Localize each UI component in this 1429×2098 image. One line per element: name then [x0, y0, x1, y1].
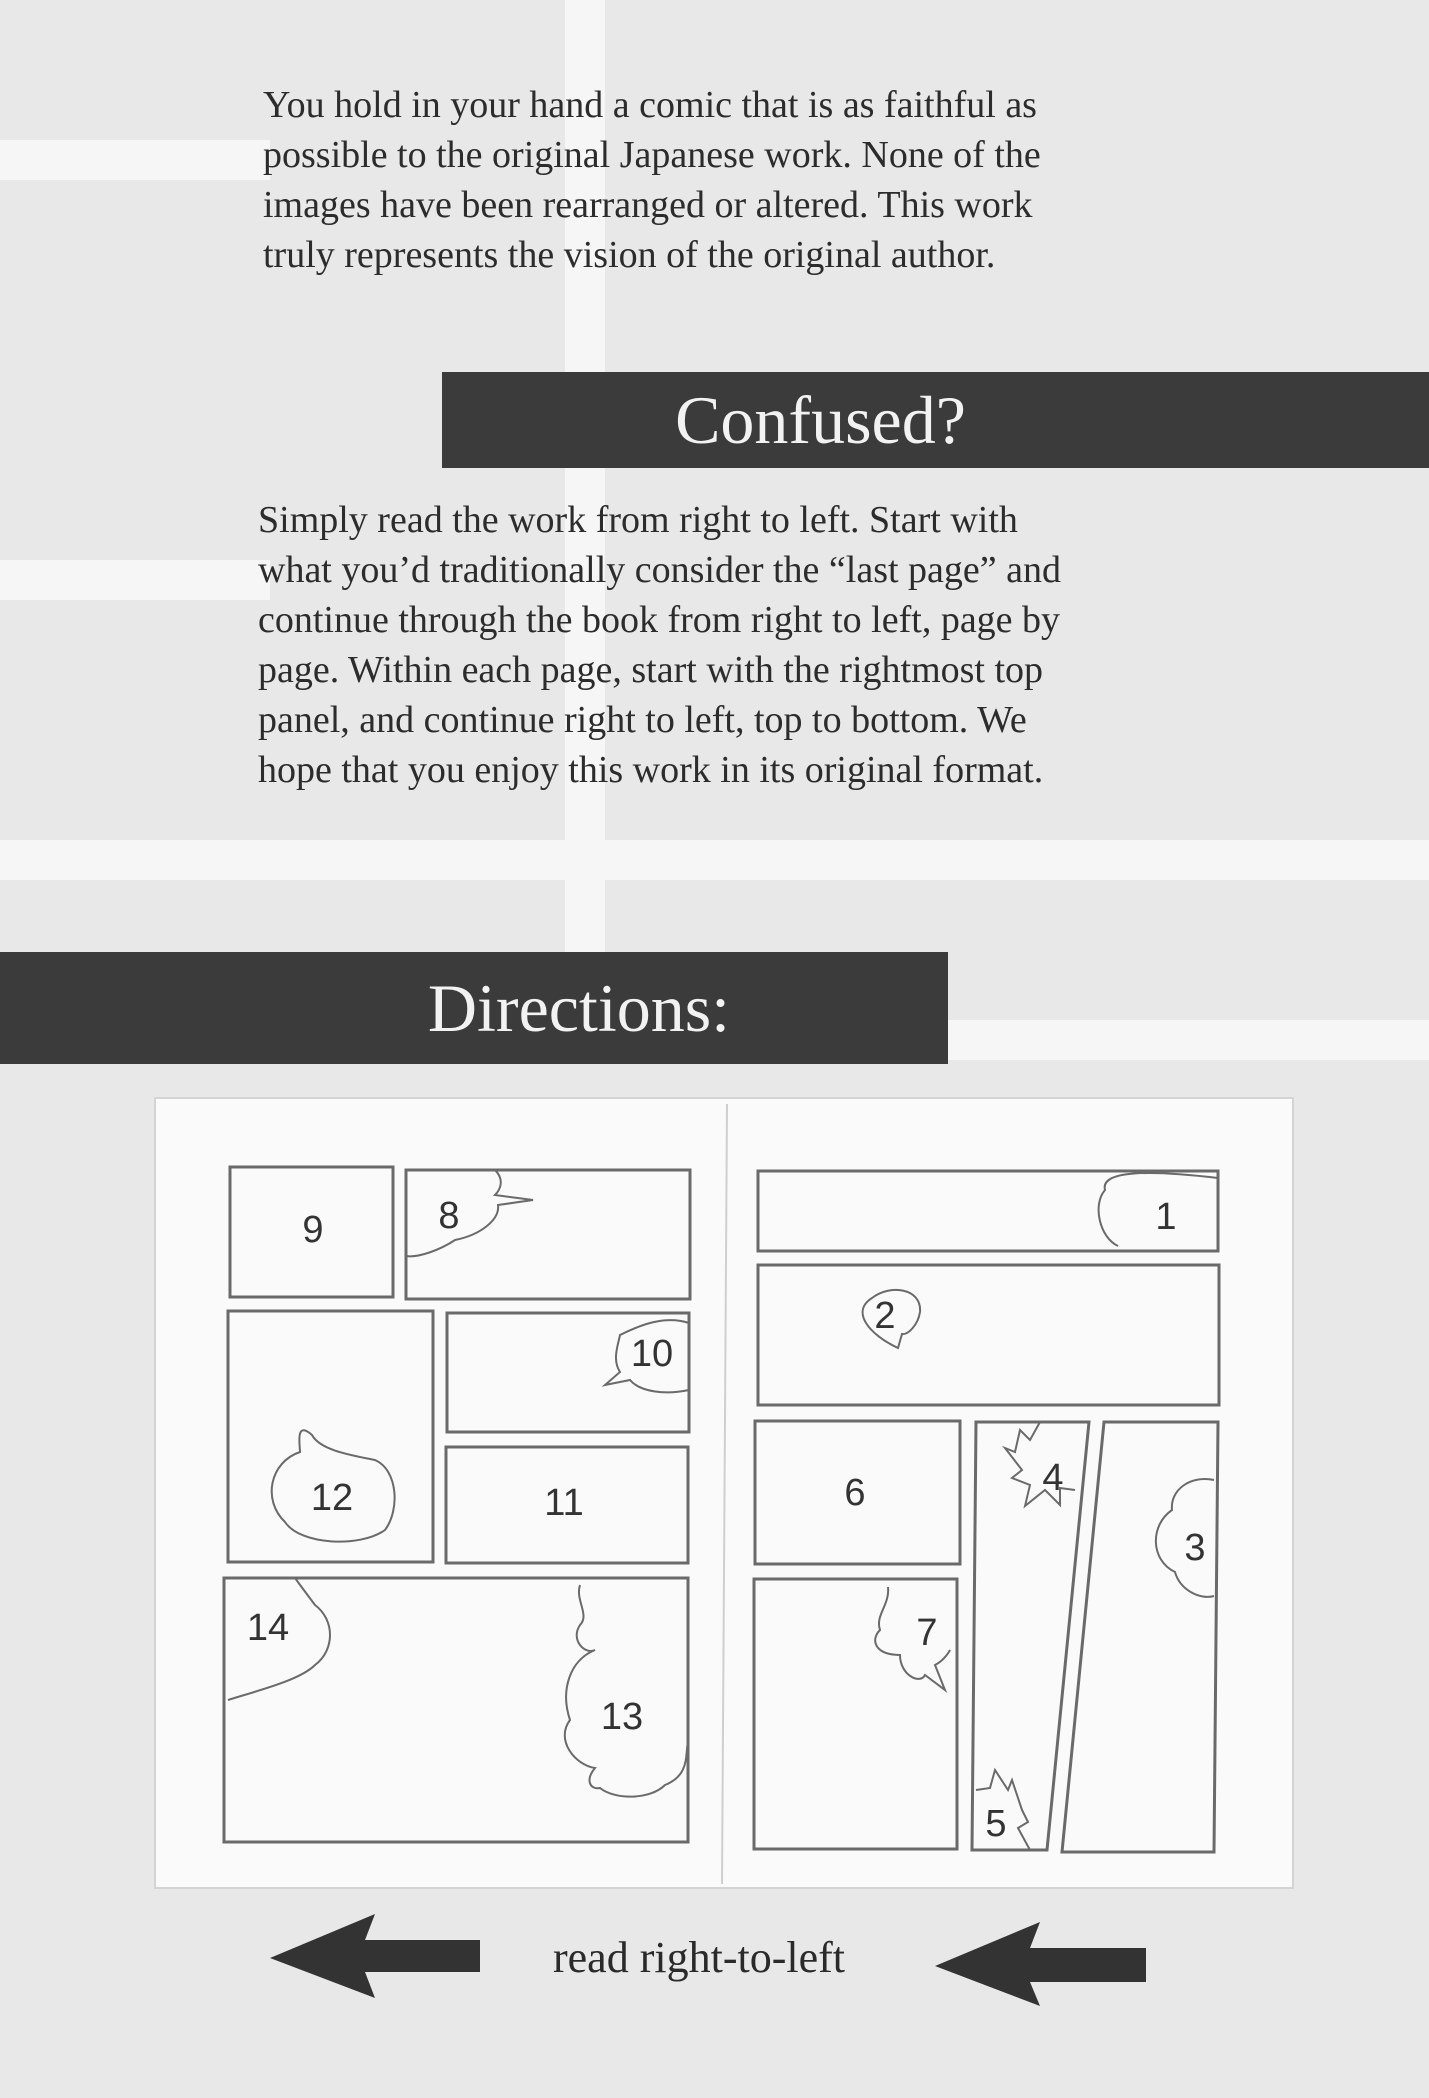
confused-line: panel, and continue right to left, top to bottom. We — [258, 699, 1027, 741]
panel-number-2: 2 — [874, 1295, 896, 1337]
confused-line: continue through the book from right to left, page by — [258, 599, 1061, 641]
right-arrow-icon — [935, 1922, 1146, 2006]
confused-line: what you’d traditionally consider the “last page” and — [258, 549, 1062, 591]
panel-number-10: 10 — [630, 1333, 674, 1375]
intro-line: images have been rearranged or altered. This work — [263, 184, 1033, 226]
intro-line: possible to the original Japanese work. None of the — [263, 134, 1041, 176]
confused-line: page. Within each page, start with the rightmost top — [258, 649, 1044, 691]
panel-number-5: 5 — [985, 1803, 1007, 1845]
panel-number-12: 12 — [310, 1477, 354, 1519]
panel-number-13: 13 — [600, 1696, 644, 1738]
confused-heading: Confused? — [675, 382, 966, 458]
panel-number-1: 1 — [1155, 1196, 1177, 1238]
panel-number-14: 14 — [246, 1607, 290, 1649]
panel-number-9: 9 — [302, 1209, 324, 1251]
confused-line: Simply read the work from right to left. Start with — [258, 499, 1018, 541]
left-arrow-icon — [270, 1914, 480, 1998]
panel-number-7: 7 — [916, 1612, 938, 1654]
panel-number-6: 6 — [844, 1472, 866, 1514]
read-direction-label: read right-to-left — [553, 1933, 845, 1982]
panel-number-4: 4 — [1042, 1457, 1064, 1499]
intro-line: truly represents the vision of the original author. — [263, 234, 996, 276]
panel-number-11: 11 — [544, 1482, 584, 1524]
panel-number-3: 3 — [1184, 1527, 1206, 1569]
panel-number-8: 8 — [438, 1195, 460, 1237]
directions-heading: Directions: — [427, 970, 731, 1046]
intro-line: You hold in your hand a comic that is as faithful as — [263, 84, 1037, 126]
confused-line: hope that you enjoy this work in its original format. — [258, 749, 1044, 791]
